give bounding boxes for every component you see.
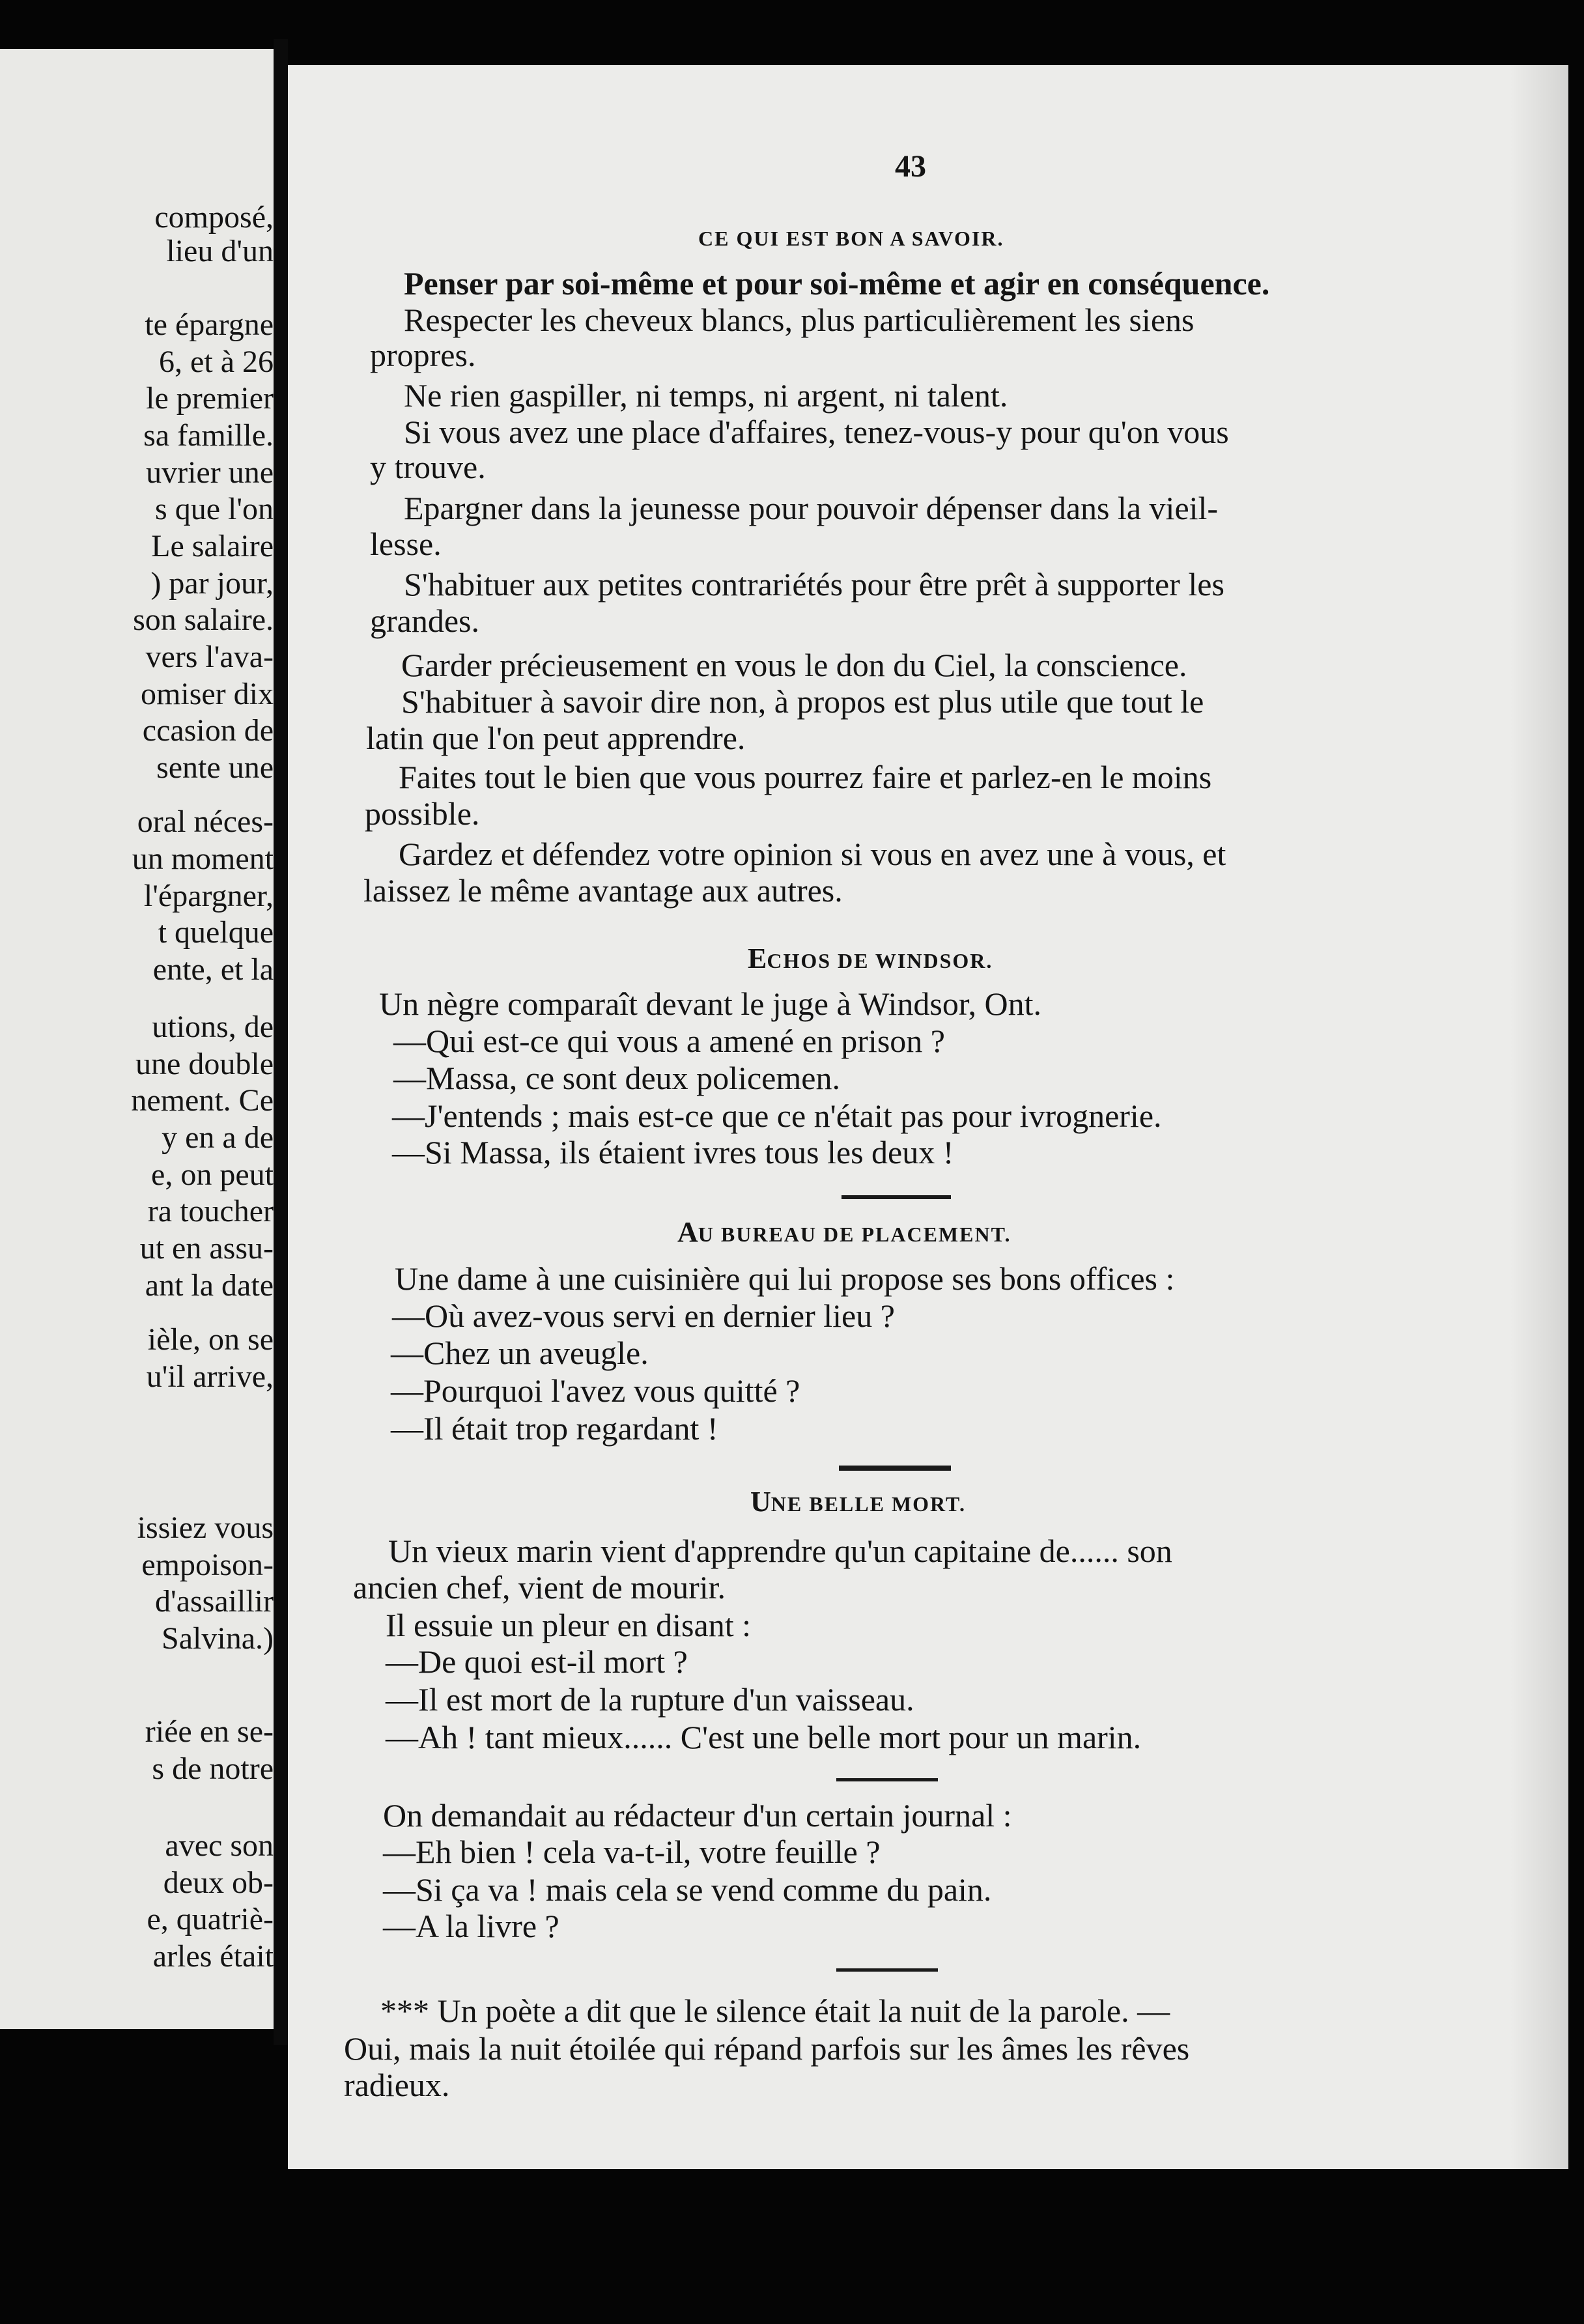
text-line: Il essuie un pleur en disant :: [386, 1607, 751, 1643]
left-text-line: u'il arrive,: [146, 1359, 274, 1394]
text-line: Ne rien gaspiller, ni temps, ni argent, ni talent.: [404, 377, 1008, 414]
text-line: propres.: [370, 337, 476, 373]
page-edge-shadow: [1510, 65, 1568, 2169]
previous-page-fragment: [0, 49, 274, 2029]
left-text-line: riée en se-: [145, 1714, 274, 1749]
section-heading-echos-de-windsor: ECHOS DE WINDSOR.: [748, 942, 993, 974]
left-text-line: ièle, on se: [147, 1322, 274, 1357]
text-line: possible.: [365, 795, 480, 832]
text-line: laissez le même avantage aux autres.: [363, 872, 843, 909]
left-text-line: d'assaillir: [155, 1584, 274, 1619]
text-line: —De quoi est-il mort ?: [386, 1643, 688, 1680]
text-line: Respecter les cheveux blancs, plus particulièrement les siens: [404, 302, 1195, 338]
left-text-line: te épargne: [145, 307, 274, 342]
text-line: Gardez et défendez votre opinion si vous en avez une à vous, et: [399, 836, 1226, 872]
text-line: —Ah ! tant mieux...... C'est une belle mort pour un marin.: [386, 1719, 1142, 1755]
text-line: —Eh bien ! cela va-t-il, votre feuille ?: [383, 1834, 881, 1870]
text-line: *** Un poète a dit que le silence était la nuit de la parole. —: [380, 1992, 1170, 2029]
text-line: Penser par soi-même et pour soi-même et agir en conséquence.: [404, 265, 1270, 302]
text-line: —Il est mort de la rupture d'un vaisseau.: [386, 1681, 914, 1718]
text-line: ancien chef, vient de mourir.: [353, 1569, 726, 1606]
text-line: —J'entends ; mais est-ce que ce n'était pas pour ivrognerie.: [392, 1098, 1162, 1134]
left-text-line: s de notre: [152, 1751, 274, 1786]
text-line: —Si ça va ! mais cela se vend comme du pain.: [383, 1871, 992, 1908]
left-text-line: nement. Ce: [131, 1083, 274, 1118]
left-text-line: ) par jour,: [150, 566, 274, 601]
left-text-line: composé,: [154, 200, 274, 234]
left-text-line: empoison-: [141, 1548, 274, 1582]
text-line: radieux.: [344, 2067, 450, 2103]
text-line: —Où avez-vous servi en dernier lieu ?: [392, 1297, 895, 1334]
text-line: Oui, mais la nuit étoilée qui répand parfois sur les âmes les rêves: [344, 2030, 1190, 2067]
left-text-line: t quelque: [158, 915, 274, 950]
left-text-line: ant la date: [145, 1268, 274, 1303]
left-text-line: e, quatriè-: [147, 1902, 274, 1936]
page-number: 43: [895, 149, 926, 184]
left-text-line: utions, de: [152, 1010, 274, 1044]
text-line: Si vous avez une place d'affaires, tenez-vous-y pour qu'on vous: [404, 414, 1229, 450]
text-line: —Chez un aveugle.: [391, 1335, 649, 1371]
left-text-line: ra toucher: [147, 1194, 274, 1228]
book-page: [288, 65, 1568, 2169]
left-text-line: omiser dix: [141, 677, 274, 711]
left-text-line: vers l'ava-: [145, 640, 274, 674]
section-heading-une-belle-mort: UNE BELLE MORT.: [750, 1486, 966, 1518]
left-text-line: sa famille.: [143, 418, 274, 453]
left-text-line: Salvina.): [162, 1621, 274, 1656]
left-text-line: avec son: [165, 1828, 274, 1863]
book-gutter: [274, 39, 288, 2045]
left-text-line: s que l'on: [155, 492, 274, 526]
text-line: —Pourquoi l'avez vous quitté ?: [391, 1372, 800, 1409]
text-line: S'habituer à savoir dire non, à propos est plus utile que tout le: [401, 683, 1204, 720]
left-text-line: l'épargner,: [143, 879, 274, 913]
text-line: —Il était trop regardant !: [391, 1410, 718, 1447]
left-text-line: une double: [135, 1047, 274, 1081]
section-heading-bon-a-savoir: CE QUI EST BON A SAVOIR.: [698, 227, 1004, 250]
left-text-line: 6, et à 26: [159, 345, 274, 379]
left-text-line: lieu d'un: [166, 234, 274, 268]
text-line: Une dame à une cuisinière qui lui propose ses bons offices :: [395, 1260, 1175, 1297]
left-text-line: y en a de: [162, 1120, 274, 1155]
text-line: Epargner dans la jeunesse pour pouvoir dépenser dans la vieil-: [404, 490, 1219, 526]
text-line: latin que l'on peut apprendre.: [366, 720, 746, 756]
left-text-line: ccasion de: [142, 713, 274, 748]
text-line: Un vieux marin vient d'apprendre qu'un capitaine de...... son: [388, 1533, 1172, 1569]
text-line: Faites tout le bien que vous pourrez faire et parlez-en le moins: [399, 759, 1212, 795]
section-divider: [836, 1968, 938, 1972]
text-line: y trouve.: [370, 449, 486, 485]
left-text-line: issiez vous: [137, 1510, 274, 1545]
left-text-line: e, on peut: [151, 1157, 274, 1192]
left-text-line: ente, et la: [152, 952, 274, 987]
left-text-line: deux ob-: [163, 1865, 274, 1900]
text-line: S'habituer aux petites contrariétés pour être prêt à supporter les: [404, 566, 1224, 602]
text-line: —Massa, ce sont deux policemen.: [393, 1060, 840, 1096]
text-line: —A la livre ?: [383, 1908, 559, 1944]
left-text-line: oral néces-: [137, 804, 274, 839]
left-text-line: sente une: [156, 750, 274, 785]
text-line: Un nègre comparaît devant le juge à Windsor, Ont.: [379, 985, 1041, 1022]
left-text-line: ut en assu-: [139, 1231, 274, 1266]
section-divider: [836, 1778, 938, 1781]
text-line: grandes.: [370, 602, 479, 639]
text-line: Garder précieusement en vous le don du Ciel, la conscience.: [401, 647, 1187, 683]
left-text-line: le premier: [146, 381, 274, 416]
section-divider: [842, 1195, 951, 1199]
left-text-line: Le salaire: [151, 529, 274, 563]
text-line: —Qui est-ce qui vous a amené en prison ?: [393, 1023, 945, 1059]
section-heading-bureau-de-placement: AU BUREAU DE PLACEMENT.: [677, 1216, 1011, 1248]
left-text-line: un moment: [132, 842, 274, 876]
text-line: lesse.: [370, 526, 442, 562]
left-text-line: uvrier une: [146, 455, 274, 490]
left-text-line: son salaire.: [133, 602, 274, 637]
section-divider: [839, 1466, 951, 1471]
text-line: On demandait au rédacteur d'un certain journal :: [383, 1797, 1012, 1834]
text-line: —Si Massa, ils étaient ivres tous les deux !: [392, 1134, 954, 1170]
left-text-line: arles était: [152, 1939, 274, 1974]
